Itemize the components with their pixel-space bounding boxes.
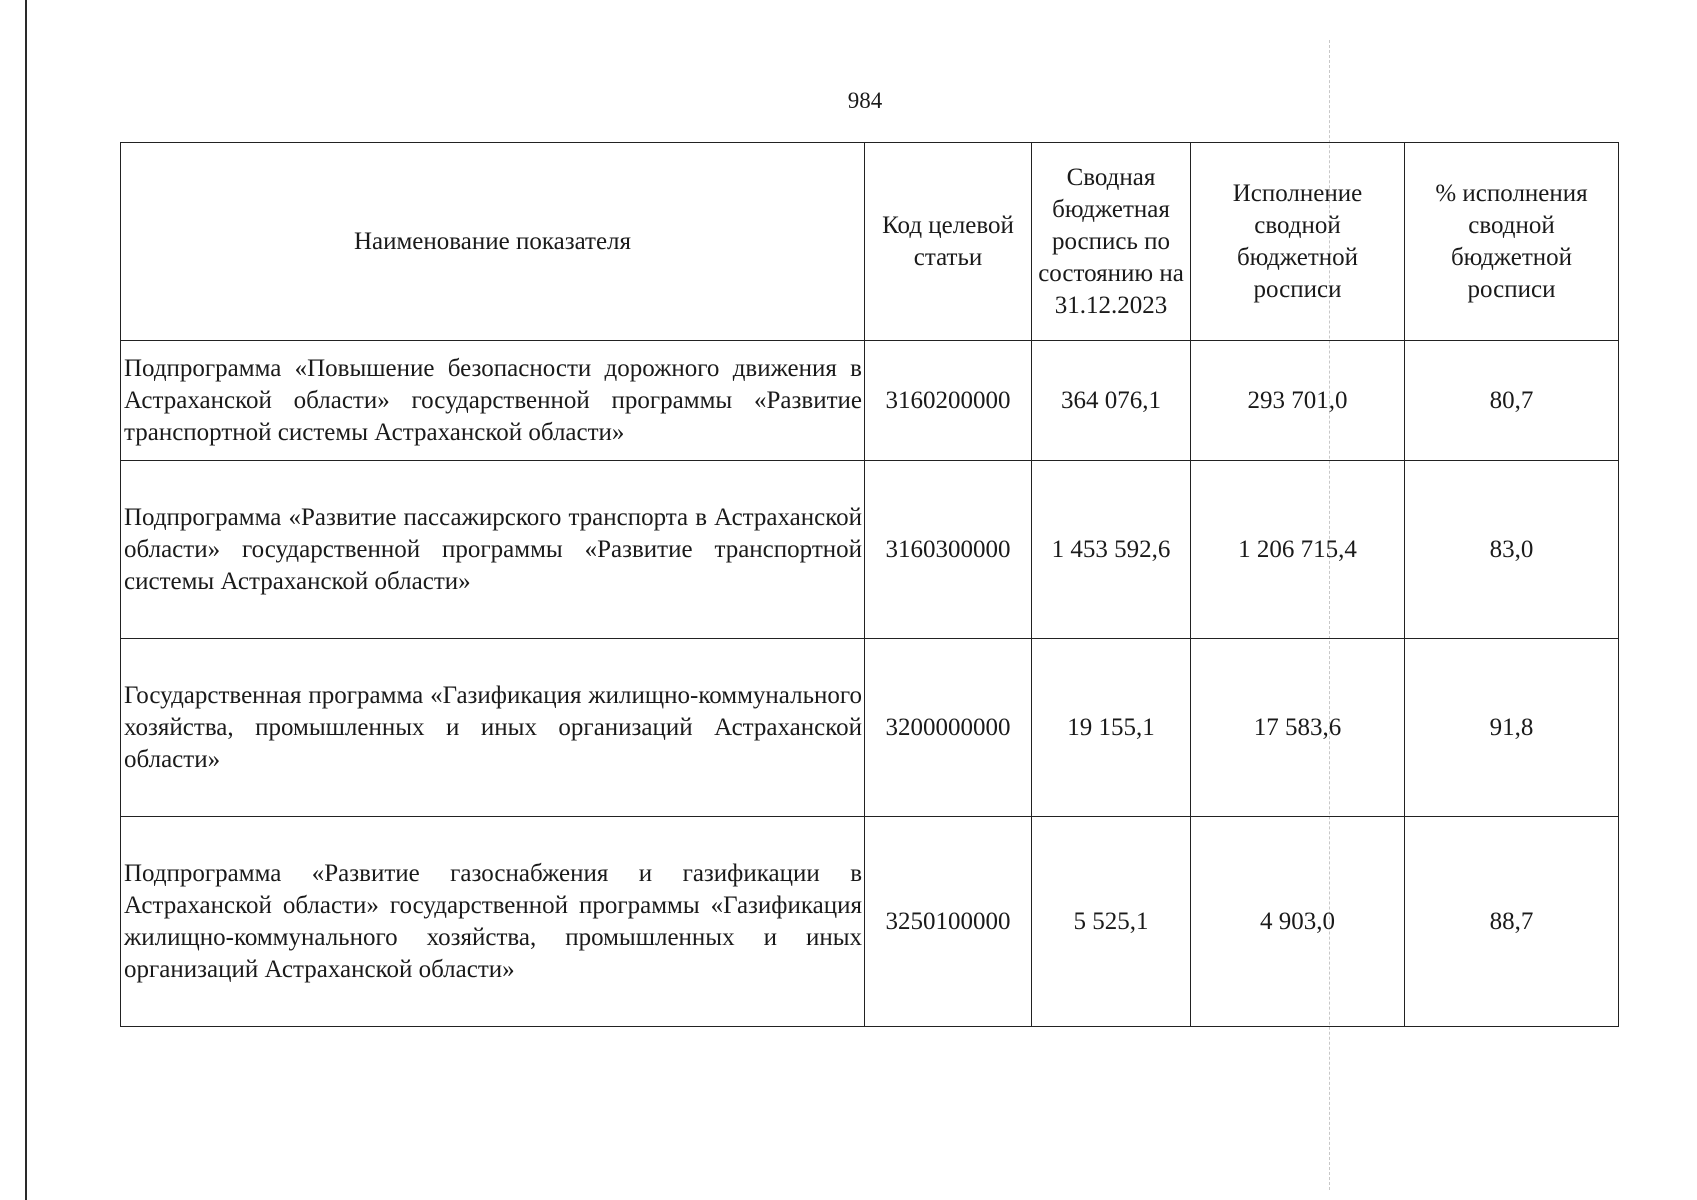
row-execution-value: 4 903,0 bbox=[1191, 817, 1405, 1027]
row-target-code: 3250100000 bbox=[865, 817, 1032, 1027]
row-target-code: 3160200000 bbox=[865, 341, 1032, 461]
row-execution-value: 17 583,6 bbox=[1191, 639, 1405, 817]
header-budget-schedule: Сводная бюджетная роспись по состоянию на 31.12.2023 bbox=[1032, 143, 1191, 341]
header-execution: Исполнение сводной бюджетной росписи bbox=[1191, 143, 1405, 341]
row-execution-value: 293 701,0 bbox=[1191, 341, 1405, 461]
row-target-code: 3160300000 bbox=[865, 461, 1032, 639]
row-target-code: 3200000000 bbox=[865, 639, 1032, 817]
table-row bbox=[121, 639, 1619, 817]
header-execution-percent: % исполнения сводной бюджетной росписи bbox=[1405, 143, 1619, 341]
row-execution-percent: 83,0 bbox=[1405, 461, 1619, 639]
row-indicator-name: Подпрограмма «Развитие газоснабжения и газификации в Астраханской области» государственной программы «Газификация жилищно-коммунального хозяйства, промышленных и иных организаций Астраханской области» bbox=[121, 817, 865, 1027]
header-target-code: Код целевой статьи bbox=[865, 143, 1032, 341]
row-indicator-name: Государственная программа «Газификация жилищно-коммунального хозяйства, промышленных и иных организаций Астраханской области» bbox=[121, 639, 865, 817]
row-budget-value: 1 453 592,6 bbox=[1032, 461, 1191, 639]
row-indicator-name: Подпрограмма «Повышение безопасности дорожного движения в Астраханской области» государственной программы «Развитие транспортной системы Астраханской области» bbox=[121, 341, 865, 461]
row-execution-value: 1 206 715,4 bbox=[1191, 461, 1405, 639]
budget-execution-table bbox=[120, 142, 1619, 1027]
row-execution-percent: 91,8 bbox=[1405, 639, 1619, 817]
page-number: 984 bbox=[847, 88, 883, 113]
table-header-row bbox=[121, 143, 1619, 341]
header-indicator-name: Наименование показателя bbox=[121, 143, 865, 341]
row-indicator-name: Подпрограмма «Развитие пассажирского транспорта в Астраханской области» государственной программы «Развитие транспортной системы Астраханской области» bbox=[121, 461, 865, 639]
table-row bbox=[121, 461, 1619, 639]
row-execution-percent: 88,7 bbox=[1405, 817, 1619, 1027]
row-execution-percent: 80,7 bbox=[1405, 341, 1619, 461]
scan-edge bbox=[25, 0, 27, 1200]
row-budget-value: 364 076,1 bbox=[1032, 341, 1191, 461]
row-budget-value: 19 155,1 bbox=[1032, 639, 1191, 817]
table-row bbox=[121, 817, 1619, 1027]
table-row bbox=[121, 341, 1619, 461]
row-budget-value: 5 525,1 bbox=[1032, 817, 1191, 1027]
